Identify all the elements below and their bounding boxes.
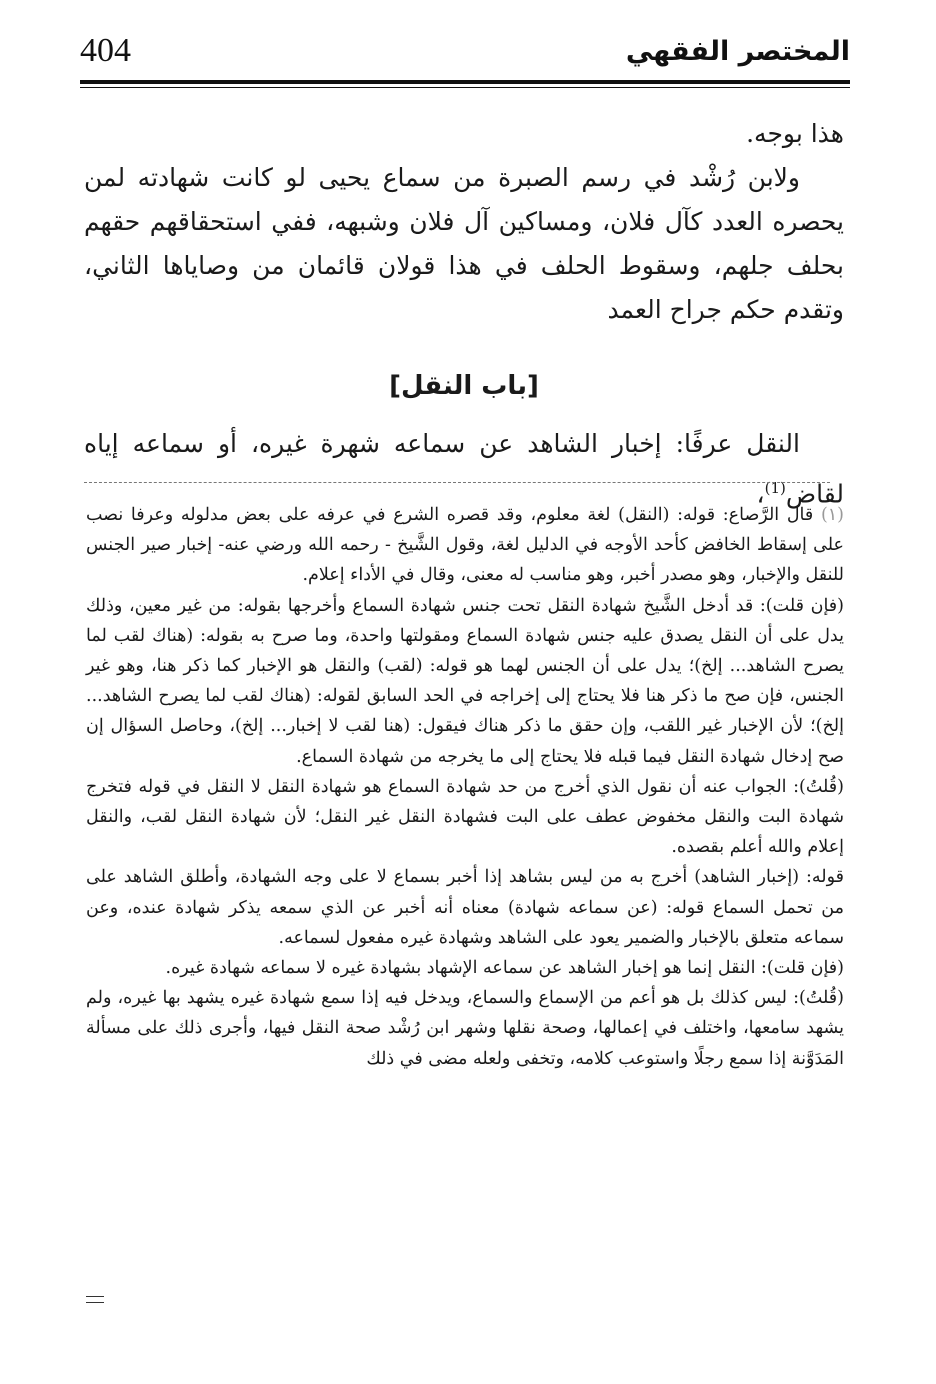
footnote-separator [84, 482, 830, 483]
main-text [84, 110, 844, 516]
footnote-paragraph-6: (قُلتُ): ليس كذلك بل هو أعم من الإسماع والسماع، ويدخل فيه إذا سمع شهادة غيره يشهد بها غيره، ولم يشهد سامعها، واختلف في إعمالها، وصحة نقلها وشهر ابن رُشْد صحة النقل فيها، وأجرى ذلك على مسألة المَدَوَّنة إذا سمع رجلًا واستوعب كلامه، وتخفى ولعله مضى في ذلك [86, 988, 844, 1069]
main-paragraph-2-text: النقل عرفًا: إخبار الشاهد عن سماعه شهرة غيره، أو سماعه إياه لقاض [84, 429, 844, 509]
footnote-reference[interactable]: (1) [764, 479, 786, 497]
main-paragraph-2-end: ، [756, 479, 765, 509]
chapter-title: [باب النقل] [389, 371, 539, 401]
continuation-mark [86, 1296, 104, 1303]
running-title: المختصر الفقهي [625, 36, 850, 67]
page-number: 404 [80, 32, 131, 69]
main-line-1: هذا بوجه. [746, 119, 844, 148]
footnote-paragraph-1-text: قال الرَّصاع: قوله: (النقل) لغة معلوم، وقد قصره الشرع في عرفه على بعض مدلوله وعرفا نصب على إسقاط الخافض كأحد الأوجه في الدليل لغة، وقول الشَّيخ - رحمه الله ورضي عنه- إخبار صير الجنس للنقل والإخبار، وهو مصدر أخبر، وهو مناسب له معنى، وقال في الأداء إعلام. [86, 505, 844, 586]
header-rule-thick [80, 80, 850, 84]
footnote-paragraph-5: (فإن قلت): النقل إنما هو إخبار الشاهد عن سماعه الإشهاد بشهادة غيره لا سماعه شهادة غيره. [165, 958, 844, 979]
footnote-paragraph-4: قوله: (إخبار الشاهد) أخرج به من ليس بشاهد إذا أخبر بسماع لا على وجه الشهادة، وأطلق الشاهد على من تحمل السماع قوله: (عن سماعه شهادة) معناه أنه أخبر عن الذي سمعه يذكر شهادة عنده، وعن سماعه متعلق بالإخبار والضمير يعود على الشاهد وشهادة غيره مفعول لسماعه. [86, 867, 844, 948]
main-paragraph-1: ولابن رُشْد في رسم الصبرة من سماع يحيى لو كانت شهادته لمن يحصره العدد كآل فلان، ومساكين آل فلان وشبهه، ففي استحقاقهم حقهم بحلف جلهم، وسقوط الحلف في هذا قولان قائمان من وصاياها الثاني، وتقدم حكم جراح العمد [84, 163, 844, 324]
footnote-paragraph-3: (قُلتُ): الجواب عنه أن نقول الذي أخرج من حد شهادة السماع هو شهادة النقل لا النقل في قوله فتخرج شهادة البت والنقل مخفوض عطف على البت فشهادة النقل غير النقل؛ لأن شهادة النقل لقب، والنقل إعلام والله أعلم بقصده. [86, 776, 844, 858]
footnote-marker: (١) [820, 505, 844, 525]
footnotes [86, 500, 844, 1074]
header-rule-thin [80, 87, 850, 88]
footnote-paragraph-1 [86, 500, 844, 591]
page-header [80, 28, 850, 80]
footnote-paragraph-2: (فإن قلت): قد أدخل الشَّيخ شهادة النقل تحت جنس شهادة السماع وأخرجها بقوله: من غير معين، وذلك يدل على أن النقل يصدق عليه جنس شهادة السماع ومقولتها واحدة، وما صرح به بقوله: (هناك لقب لما يصرح الشاهد... إلخ)؛ يدل على أن الجنس لهما هو قوله: (لقب) والنقل هو الإخبار كما ذكر هنا، وهو غير الجنس، فإن صح ما ذكر هنا فلا يحتاج إلى إخراجه في الحد السابق لقوله: (هناك لقب لما يصرح الشاهد... إلخ)؛ لأن الإخبار غير اللقب، وإن حقق ما ذكر هناك فيقول: (هنا لقب لا إخبار... إلخ)، وحاصل السؤال إن صح إدخال شهادة النقل فيما قبله فلا يحتاج إلى ما يخرجه من شهادة السماع. [86, 595, 844, 767]
